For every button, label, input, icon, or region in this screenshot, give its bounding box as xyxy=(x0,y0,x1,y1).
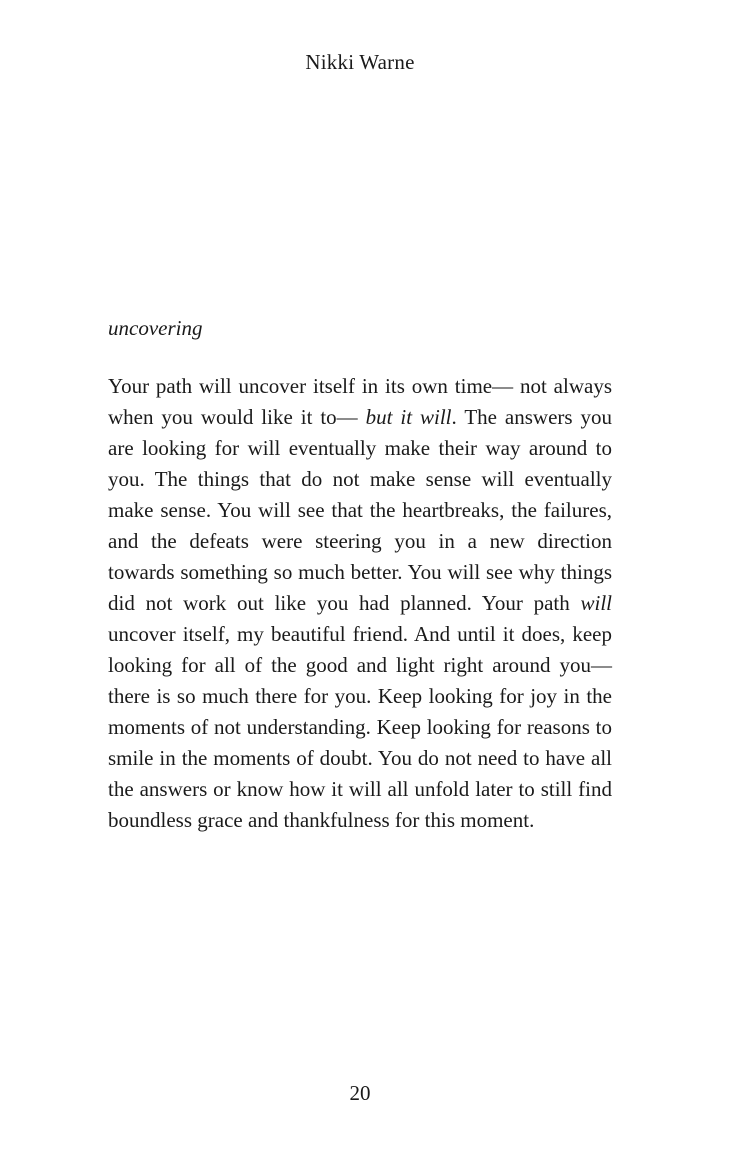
body-emphasis: will xyxy=(580,591,612,615)
body-segment: uncover itself, my beautiful friend. And until it does, keep looking for all of the good and light right around you— there is so much there for you. Keep looking for joy in the moments of not understanding. Keep looking for reasons to smile in the moments of doubt. You do not need to have all the answers or know how it will all unfold later to still find boundless grace and thankfulness for this moment. xyxy=(108,622,612,832)
body-emphasis: but it will xyxy=(365,405,452,429)
running-header-author: Nikki Warne xyxy=(305,50,415,74)
body-segment: . The answers you are looking for will eventually make their way around to you. The things that do not make sense will eventually make sense. You will see that the heartbreaks, the failures, and the defeats were steering you in a new direction towards something so much better. You will see why things did not work out like you had planned. Your path xyxy=(108,405,613,615)
page-number: 20 xyxy=(349,1081,371,1105)
poem-title: uncovering xyxy=(108,316,203,340)
poem-body xyxy=(108,371,612,836)
body-segment: Your path will uncover itself in its own time— not always when you would like it to— xyxy=(108,374,612,429)
